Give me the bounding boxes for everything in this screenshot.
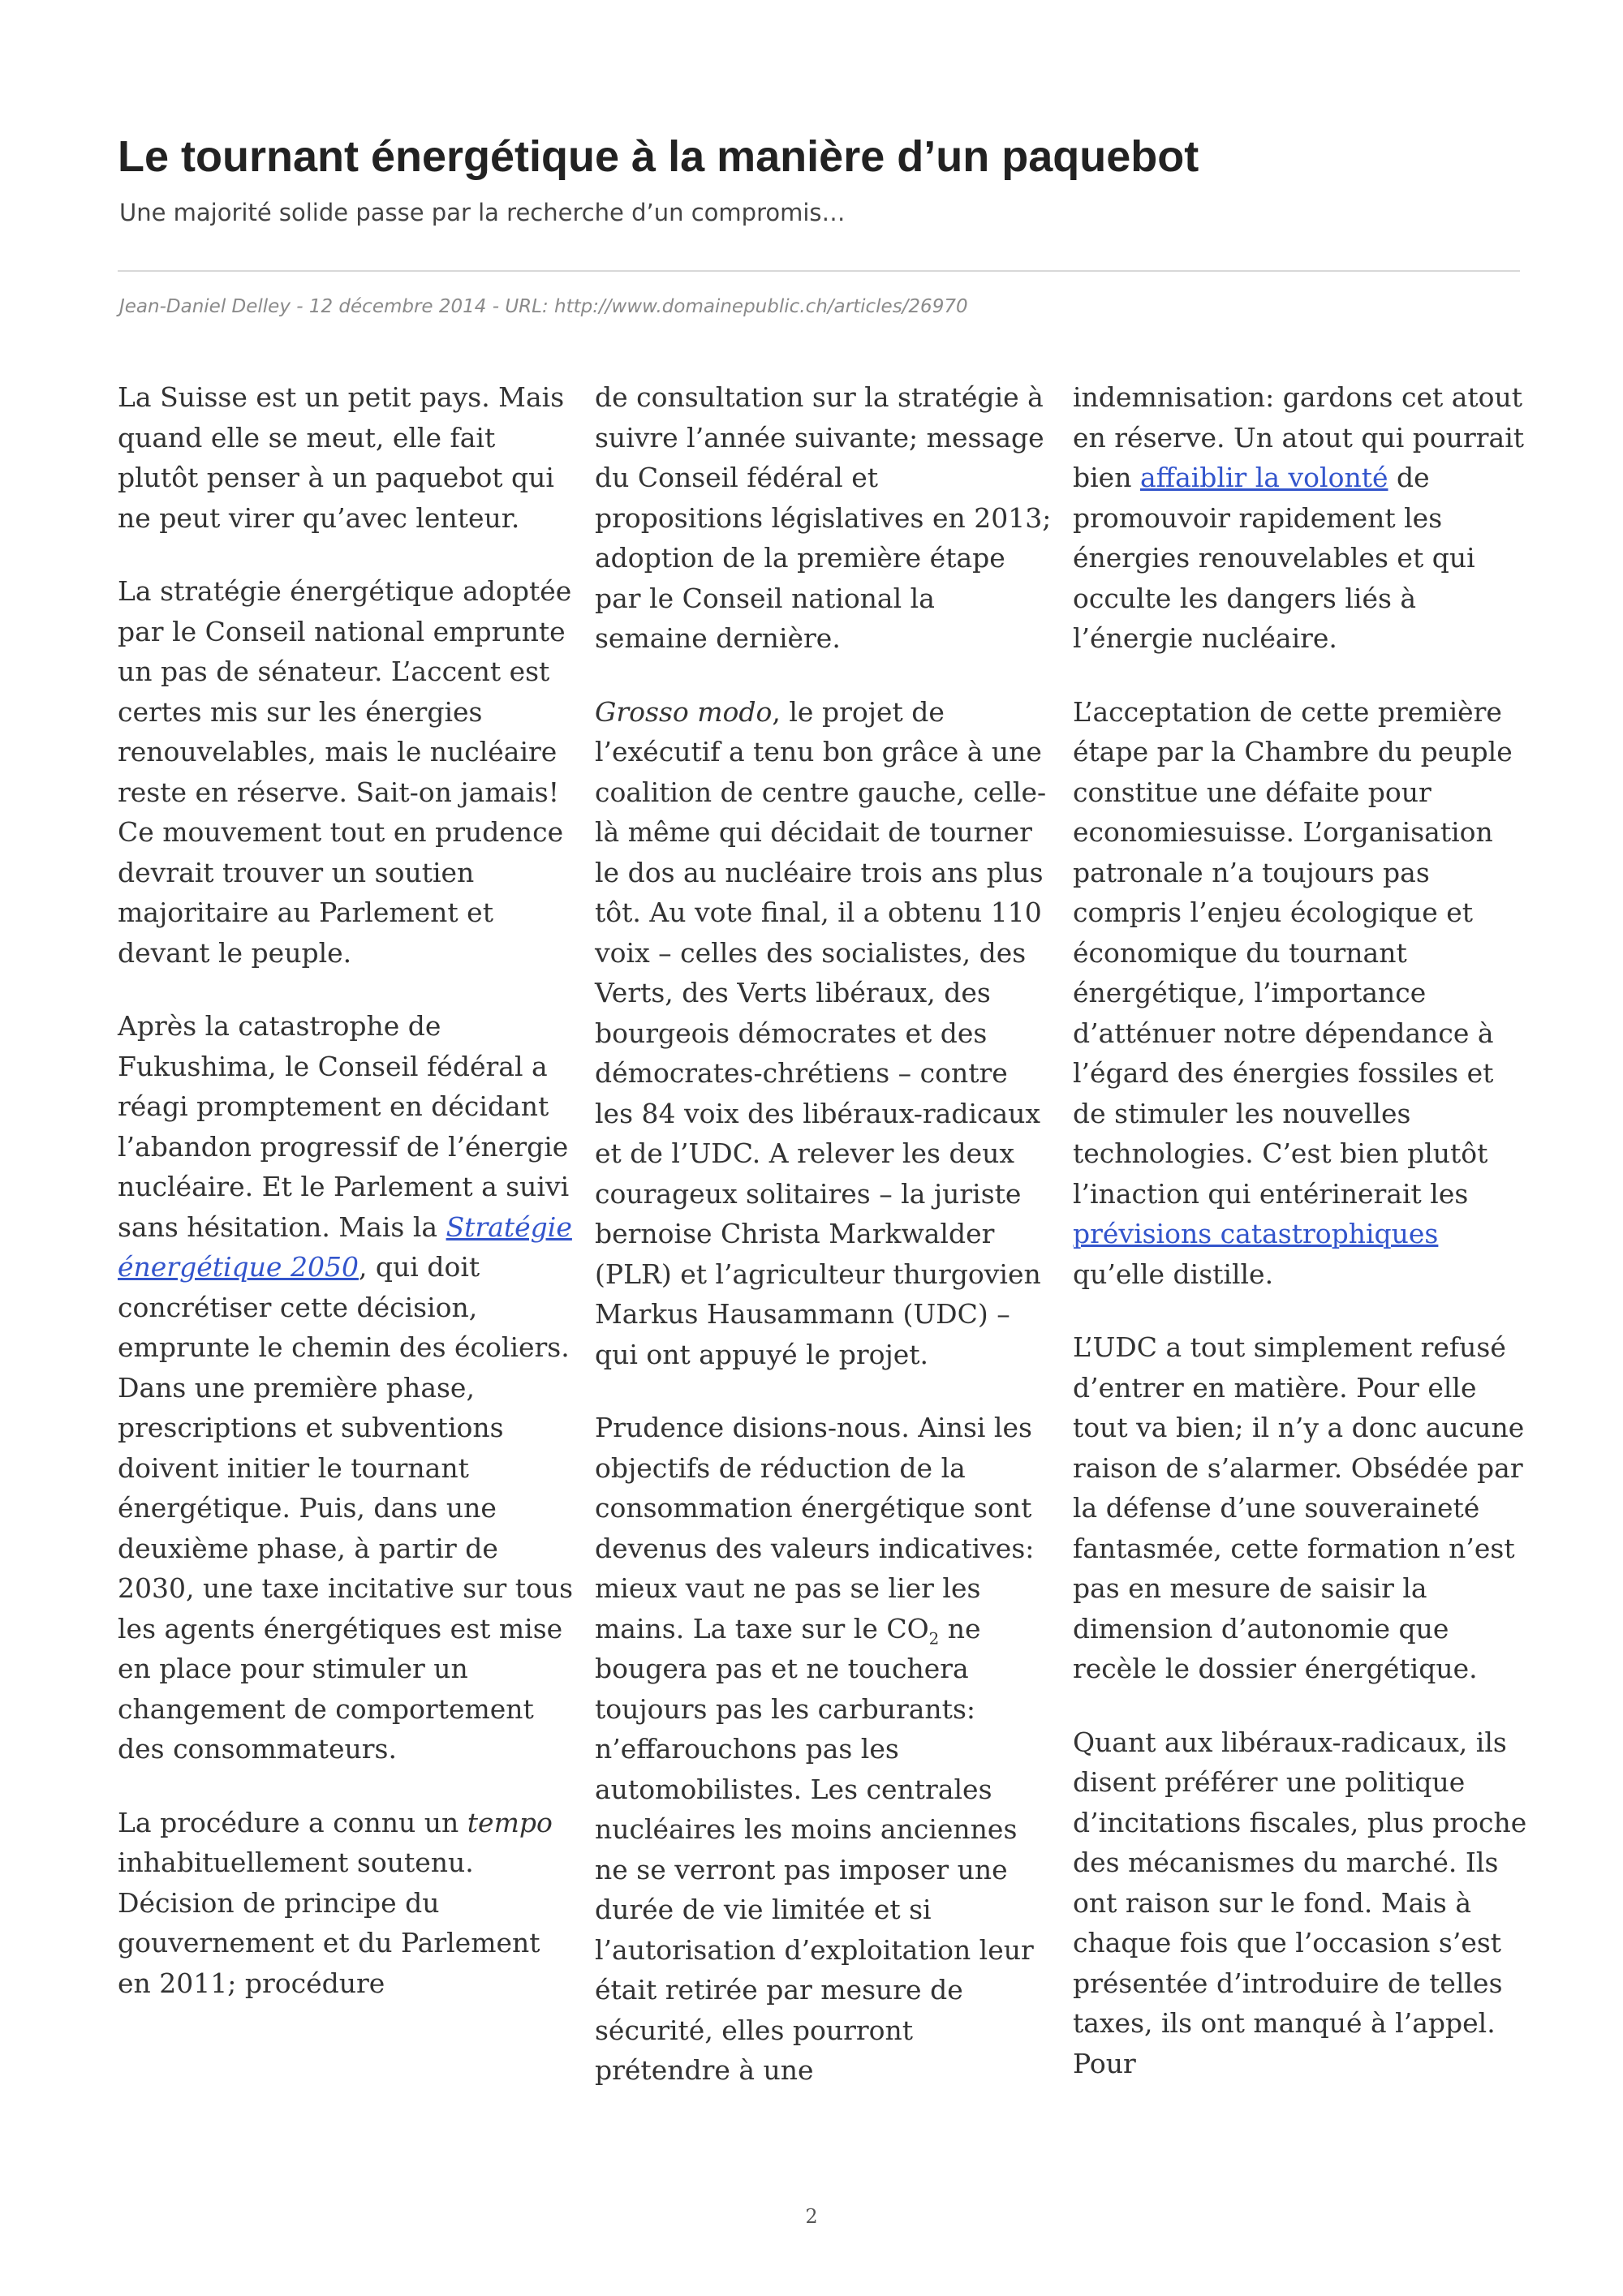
paragraph [118, 1006, 576, 1769]
paragraph [1073, 692, 1531, 1295]
paragraph: La Suisse est un petit pays. Mais quand elle se meut, elle fait plutôt penser à un paquebot qui ne peut virer qu’avec lenteur. [118, 381, 565, 534]
text-run: inhabituellement soutenu. Décision de principe du gouvernement et du Parlement en 2011; procédure [118, 1847, 540, 1999]
text-run: , qui doit concrétiser cette décision, emprunte le chemin des écoliers. Dans une première phase, prescriptions et subventions doivent initier le tournant énergétique. Puis, dans une deuxième phase, à partir de 2030, une taxe incitative sur tous les agents énergétiques est mise en place pour stimuler un changement de comportement des consommateurs. [118, 1251, 574, 1765]
paragraph [595, 692, 1053, 1375]
link-text[interactable]: Stratégie énergétique 2050 [118, 1210, 572, 1283]
affaiblir-la-volonte-link[interactable]: affaiblir la volonté [1139, 462, 1388, 493]
text-column-2 [595, 377, 1053, 2124]
article-subtitle: Une majorité solide passe par la recherche d’un compromis… [119, 199, 846, 226]
text-run: Après la catastrophe de Fukushima, le Conseil fédéral a réagi promptement en décidant l’abandon progressif de l’énergie nucléaire. Et le Parlement a suivi sans hésitation. Mais la [118, 1010, 570, 1243]
header-divider [118, 270, 1520, 272]
text-run: ne bougera pas et ne touchera toujours pas les carburants: n’effarouchons pas les automobilistes. Les centrales nucléaires les moins anciennes ne se verront pas imposer une durée de vie limitée et si l’autorisation d’exploitation leur était retirée par mesure de sécurité, elles pourront prétendre à une [595, 1612, 1034, 2086]
subscript: 2 [928, 1629, 940, 1649]
text-run: La procédure a connu un [118, 1806, 467, 1838]
paragraph: Quant aux libéraux-radicaux, ils disent préférer une politique d’incitations fiscales, plus proche des mécanismes du marché. Ils ont raison sur le fond. Mais à chaque fois que l’occasion s’est présentée d’introduire de telles taxes, ils ont manqué à l’appel. Pour [1073, 1726, 1527, 2079]
text-run: de promouvoir rapidement les énergies renouvelables et qui occulte les dangers liés à l’énergie nucléaire. [1073, 462, 1475, 654]
previsions-catastrophiques-link[interactable]: prévisions catastrophiques [1073, 1218, 1439, 1249]
text-column-3 [1073, 377, 1531, 2117]
text-run: , le projet de l’exécutif a tenu bon grâce à une coalition de centre gauche, celle-là même qui décidait de tourner le dos au nucléaire trois ans plus tôt. Au vote final, il a obtenu 110 voix – celles des socialistes, des Verts, des Verts libéraux, des bourgeois démocrates et des démocrates-chrétiens – contre les 84 voix des libéraux-radicaux et de l’UDC. A relever les deux courageux solitaires – la juriste bernoise Christa Markwalder (PLR) et l’agriculteur thurgovien Markus Hausammann (UDC) – qui ont appuyé le projet. [595, 695, 1047, 1370]
paragraph [118, 1803, 576, 2004]
paragraph: La stratégie énergétique adoptée par le Conseil national emprunte un pas de sénateur. L’accent est certes mis sur les énergies renouvelables, mais le nucléaire reste en réserve. Sait-on jamais! Ce mouvement tout en prudence devrait trouver un soutien majoritaire au Parlement et devant le peuple. [118, 575, 572, 969]
paragraph [595, 1408, 1053, 2091]
page-number: 2 [805, 2205, 818, 2228]
text-run: indemnisation: gardons cet atout en réserve. Un atout qui pourrait bien [1073, 381, 1525, 493]
article-meta: Jean-Daniel Delley - 12 décembre 2014 - URL: http://www.domainepublic.ch/articles/26970 [119, 296, 968, 317]
text-run: L’acceptation de cette première étape par la Chambre du peuple constitue une défaite pour economiesuisse. L’organisation patronale n’a toujours pas compris l’enjeu écologique et économique du tournant énergétique, l’importance d’atténuer notre dépendance à l’égard des énergies fossiles et de stimuler les nouvelles technologies. C’est bien plutôt l’inaction qui entérinerait les [1073, 695, 1513, 1210]
paragraph: L’UDC a tout simplement refusé d’entrer en matière. Pour elle tout va bien; il n’y a donc aucune raison de s’alarmer. Obsédée par la défense d’une souveraineté fantasmée, cette formation n’est pas en mesure de saisir la dimension d’autonomie que recèle le dossier énergétique. [1073, 1331, 1525, 1684]
paragraph [1073, 377, 1531, 659]
emphasis: Grosso modo [595, 695, 773, 728]
emphasis: tempo [467, 1806, 553, 1838]
text-run: Prudence disions-nous. Ainsi les objectifs de réduction de la consommation énergétique sont devenus des valeurs indicatives: mieux vaut ne pas se lier les mains. La taxe sur le CO [595, 1412, 1035, 1645]
article-title: Le tournant énergétique à la manière d’un paquebot [118, 132, 1199, 181]
text-run: qu’elle distille. [1073, 1258, 1274, 1290]
paragraph: de consultation sur la stratégie à suivre l’année suivante; message du Conseil fédéral et propositions législatives en 2013; adoption de la première étape par le Conseil national la semaine dernière. [595, 381, 1052, 654]
text-column-1 [118, 377, 576, 2036]
